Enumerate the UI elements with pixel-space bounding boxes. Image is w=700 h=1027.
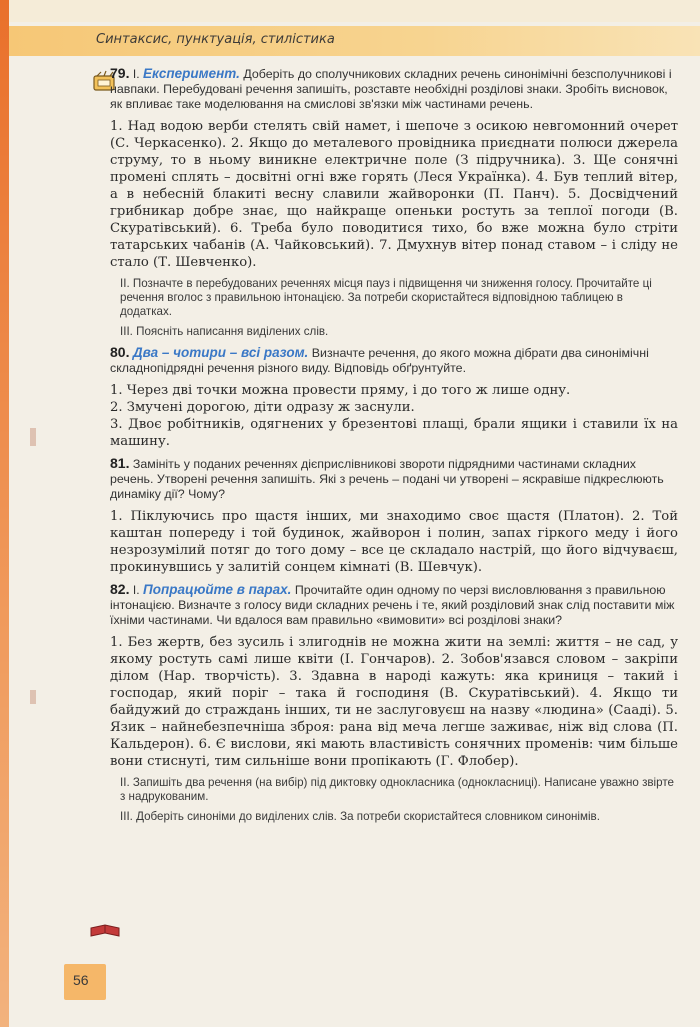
task-80-example-3: 3. Двоє робітників, одягнених у брезентові плащі, брали ящики і ставили їх на машину. bbox=[110, 417, 678, 449]
task-number: 82. bbox=[110, 581, 130, 597]
task-82-sub-2: II. Запишіть два речення (на вибір) під диктовку однокласника (однокласниці). Написане уважно звірте з надрукованим. bbox=[120, 776, 674, 803]
task-79-sub-2: II. Позначте в перебудованих реченнях місця пауз і підвищення чи зниження голосу. Прочитайте ці речення вголос з правильною інтонацією. За потреби скористайтеся відповідною таблицею в додатках. bbox=[120, 277, 652, 318]
task-80-example-2: 2. Змучені дорогою, діти одразу ж заснули. bbox=[110, 400, 415, 415]
content bbox=[110, 66, 678, 830]
task-text: Замініть у поданих реченнях дієприслівникові звороти підрядними частинами складних речень. Утворені речення запишіть. Які з речень – подані чи утворені – яскравіше підкреслюють динаміку дії? Чому? bbox=[110, 457, 664, 501]
task-80 bbox=[110, 345, 678, 376]
margin-mark bbox=[30, 428, 36, 446]
task-roman: I. bbox=[132, 583, 140, 597]
task-number: 81. bbox=[110, 455, 130, 471]
task-79-sub-3: III. Поясніть написання виділених слів. bbox=[120, 325, 329, 338]
task-81 bbox=[110, 456, 678, 502]
task-80-example-1: 1. Через дві точки можна провести пряму, і до того ж лише одну. bbox=[110, 383, 571, 398]
task-title: Два – чотири – всі разом. bbox=[132, 345, 309, 360]
task-79-example: 1. Над водою верби стелять свій намет, і шепоче з осикою невгомонний очерет (С. Черкасенко). 2. Якщо до металевого провідника приєднати полюси джерела струму, то в ньому виникне електричне поле (З підручника). 3. Ще сонячні промені сплять – досвітні огні вже горять (Леся Українка). 4. Був теплий вітер, а в небесній блакиті весну славили жайворонки (П. Панч). 5. Досвідчений грибникар добре знає, що найкраще опеньки ростуть за теплої погоди (В. Скуратівський). 6. Треба було поводитися тихо, бо вже можна було стріти татарських чабанів (А. Чайковський). 7. Дмухнув вітер понад ставом – і сліду не стало (Т. Шевченко). bbox=[110, 119, 678, 270]
task-number: 79. bbox=[110, 65, 130, 81]
task-text: Прочитайте один одному по черзі висловлювання з правильною інтонацією. Визначте з голосу види складних речень і те, який розділовий знак слід поставити між їхніми частинами. Чи вдалося вам правильно «вимовити» всі розділові знаки? bbox=[110, 583, 675, 627]
section-title: Синтаксис, пунктуація, стилістика bbox=[96, 32, 335, 47]
task-82-sub-3: III. Доберіть синоніми до виділених слів. За потреби скористайтеся словником синонімів. bbox=[120, 810, 600, 823]
task-number: 80. bbox=[110, 344, 130, 360]
task-79 bbox=[110, 66, 678, 112]
top-strip bbox=[0, 0, 700, 22]
task-81-example: 1. Піклуючись про щастя інших, ми знаходимо своє щастя (Платон). 2. Той каштан попереду і той будинок, жайворон і полин, запах гіркого меду і його незрозумілий потяг до того дому – все це складало настрій, що його відчуваєш, прокинувшись у залитій сонцем кімнаті (В. Шевчук). bbox=[110, 509, 678, 575]
task-82-example: 1. Без жертв, без зусиль і злигоднів не можна жити на землі: життя – не сад, у якому ростуть самі лише квіти (І. Гончаров). 2. Зобов'язався словом – закріпи ділом (Нар. творчість). 3. Здавна в народі кажуть: яка криниця – такий і господар, який поріг – така й господиня (В. Скуратівський). 4. Якщо ти байдужий до страждань інших, ти не заслуговуєш на назву «людина» (Сааді). 5. Язик – найнебезпечніша зброя: рана від меча легше заживає, ніж від слова (П. Кальдерон). 6. Є вислови, які мають властивість сонячних променів: чим більше вони стиснуті, тим сильніше вони пропікають (Г. Флобер). bbox=[110, 635, 678, 769]
task-text: Визначте речення, до якого можна дібрати два синонімічні складнопідрядні речення різного виду. Відповідь обґрунтуйте. bbox=[110, 346, 649, 375]
task-82 bbox=[110, 582, 678, 628]
task-text: Доберіть до сполучникових складних речень синонімічні безсполучникові і навпаки. Перебудовані речення запишіть, розставте необхідні розділові знаки. Зробіть висновок, як впливає таке моделювання на смислові зв'язки між частинами речень. bbox=[110, 67, 672, 111]
task-title: Попрацюйте в парах. bbox=[143, 582, 292, 597]
task-roman: I. bbox=[132, 67, 140, 81]
book-icon bbox=[90, 924, 120, 938]
task-title: Експеримент. bbox=[143, 66, 240, 81]
margin-mark bbox=[30, 690, 36, 704]
page-number: 56 bbox=[73, 972, 89, 988]
side-stripe bbox=[0, 0, 9, 1027]
